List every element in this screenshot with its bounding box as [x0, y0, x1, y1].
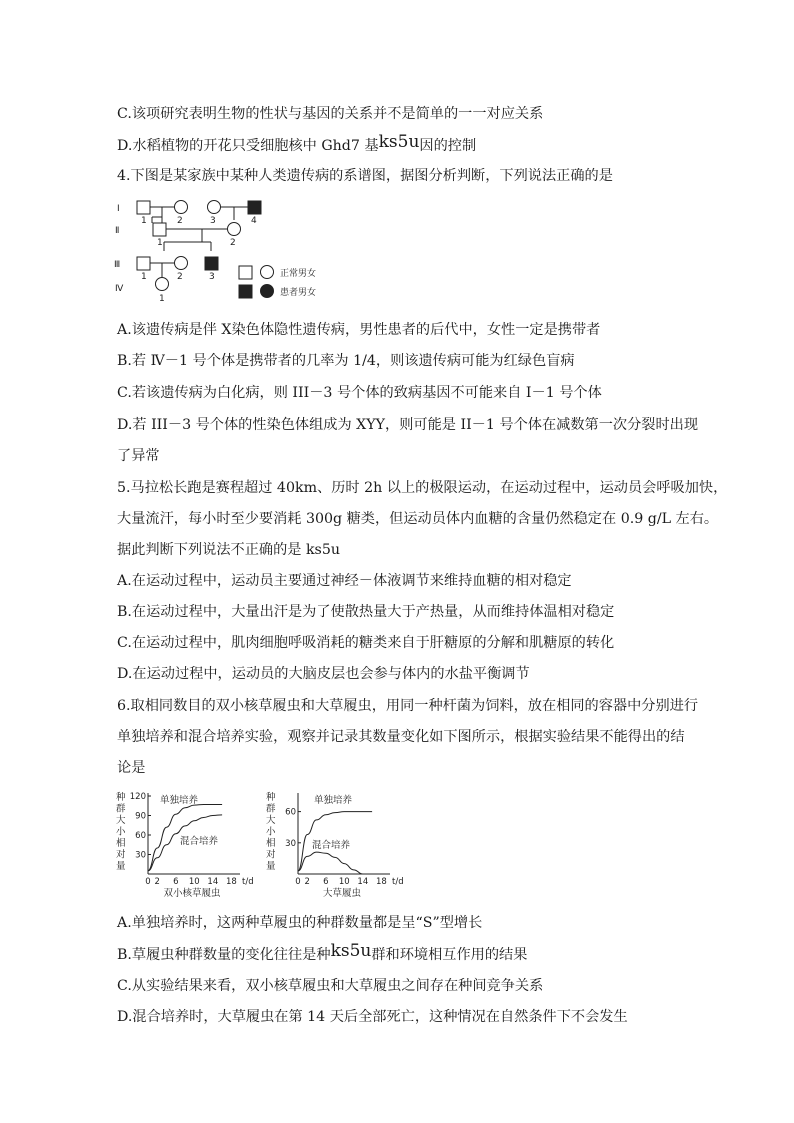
x-axis-label: t/d: [392, 877, 404, 887]
legend-affected-label: 患者男女: [280, 288, 317, 298]
option-3d-text-a: D.水稻植物的开花只受细胞核中 Ghd7 基: [117, 138, 379, 154]
option-5d: D.在运动过程中，运动员的大脑皮层也会参与体内的水盐平衡调节: [117, 666, 530, 682]
label-I-3: 3: [210, 216, 216, 226]
individual-II-1: [153, 223, 166, 236]
option-5b: B.在运动过程中，大量出汗是为了使散热量大于产热量，从而维持体温相对稳定: [117, 604, 615, 620]
x-tick-label: 14: [357, 877, 369, 887]
x-tick-label: 18: [375, 877, 387, 887]
x-tick-label: 2: [304, 877, 310, 887]
label-III-3: 3: [209, 272, 215, 282]
question-6-stem-line3: 论是: [117, 760, 146, 776]
option-4c: C.若该遗传病为白化病，则 III－3 号个体的致病基因不可能来自 I－1 号个体: [117, 385, 602, 401]
label-I-2: 2: [177, 216, 183, 226]
legend-normal-male: [239, 266, 252, 279]
y-axis-label-char: 量: [116, 861, 126, 872]
y-axis-label-char: 量: [266, 861, 276, 872]
chart-caption: 双小核草履虫: [163, 888, 221, 898]
individual-I-4: [248, 201, 261, 214]
option-3d: [117, 132, 477, 156]
label-III-1: 1: [141, 272, 147, 282]
y-axis-label-char: 种: [116, 792, 126, 803]
series-label-single: 单独培养: [314, 795, 353, 806]
y-axis-label-char: 群: [266, 803, 276, 815]
y-axis-label-char: 相: [266, 838, 276, 849]
option-4d-line2: 了异常: [117, 448, 160, 464]
x-tick-label: 0: [295, 877, 301, 887]
option-6d: D.混合培养时，大草履虫在第 14 天后全部死亡，这种情况在自然条件下不会发生: [117, 1009, 628, 1025]
option-5a: A.在运动过程中，运动员主要通过神经－体液调节来维持血糖的相对稳定: [117, 573, 572, 589]
legend-normal-label: 正常男女: [280, 269, 317, 279]
option-3c: C.该项研究表明生物的性状与基因的关系并不是简单的一一对应关系: [117, 106, 544, 122]
individual-III-1: [137, 257, 150, 270]
y-tick-label: 60: [135, 831, 146, 841]
question-5-stem-line2: 大量流汗，每小时至少要消耗 300g 糖类，但运动员体内血糖的含量仍然稳定在 0.9 g/L 左右。: [117, 511, 719, 527]
individual-IV-1: [156, 278, 169, 291]
chart-caption: 大草履虫: [322, 888, 362, 898]
y-axis-label-char: 小: [116, 826, 126, 838]
x-tick-label: 2: [154, 877, 160, 887]
pedigree-diagram: [112, 195, 342, 307]
label-I-4: 4: [251, 216, 257, 226]
legend-affected-female: [261, 285, 274, 298]
series-line-mixed: [298, 852, 363, 874]
series-label-single: 单独培养: [160, 795, 199, 806]
watermark: ks5u: [330, 941, 372, 961]
y-axis-label-char: 大: [266, 815, 276, 826]
chart-paramecium-caudatum: [262, 790, 407, 898]
option-4b: B.若 Ⅳ－1 号个体是携带者的几率为 1/4，则该遗传病可能为红绿色盲病: [117, 353, 575, 369]
label-III-2: 2: [177, 272, 183, 282]
question-4-stem: 4.下图是某家族中某种人类遗传病的系谱图，据图分析判断，下列说法正确的是: [117, 168, 613, 184]
x-tick-label: 10: [338, 877, 350, 887]
series-label-mixed: 混合培养: [312, 840, 351, 851]
option-5c: C.在运动过程中，肌肉细胞呼吸消耗的糖类来自于肝糖原的分解和肌糖原的转化: [117, 635, 615, 651]
watermark: ks5u: [378, 132, 420, 152]
y-axis-label-char: 小: [266, 826, 276, 838]
option-6c: C.从实验结果来看，双小核草履虫和大草履虫之间存在种间竞争关系: [117, 978, 544, 994]
option-6b: [117, 941, 528, 965]
option-4d-line1: D.若 III－3 号个体的性染色体组成为 XYY，则可能是 II－1 号个体在减数第一次分裂时出现: [117, 417, 699, 433]
label-I-1: 1: [141, 216, 147, 226]
option-3d-text-b: 因的控制: [419, 138, 477, 154]
generation-label-I: Ⅰ: [117, 204, 120, 214]
option-6a: A.单独培养时，这两种草履虫的种群数量都是呈“S”型增长: [117, 915, 483, 931]
y-axis-label-char: 种: [266, 792, 276, 803]
x-tick-label: 10: [188, 877, 200, 887]
individual-I-2: [175, 201, 188, 214]
generation-label-II: Ⅱ: [115, 226, 120, 236]
question-5-stem-line3: 据此判断下列说法不正确的是 ks5u: [117, 542, 340, 558]
generation-label-III: Ⅲ: [114, 260, 121, 270]
x-tick-label: 18: [225, 877, 237, 887]
question-6-stem-line1: 6.取相同数目的双小核草履虫和大草履虫，用同一种杆菌为饲料，放在相同的容器中分别进行: [117, 698, 699, 714]
x-tick-label: 6: [323, 877, 329, 887]
chart-paramecium-aurelia: [112, 790, 257, 898]
individual-III-2: [175, 257, 188, 270]
legend-normal-female: [261, 266, 274, 279]
individual-III-3: [205, 257, 218, 270]
y-tick-label: 120: [129, 792, 146, 802]
label-II-2: 2: [230, 238, 236, 248]
y-axis-label-char: 大: [116, 815, 126, 826]
individual-I-3: [208, 201, 221, 214]
x-axis-label: t/d: [242, 877, 254, 887]
y-axis-label-char: 对: [266, 849, 276, 861]
label-IV-1: 1: [159, 294, 165, 304]
series-label-mixed: 混合培养: [180, 836, 219, 847]
y-tick-label: 30: [285, 838, 296, 849]
x-tick-label: 0: [145, 877, 151, 887]
y-axis-label-char: 对: [116, 849, 126, 861]
option-4a: A.该遗传病是伴 X染色体隐性遗传病，男性患者的后代中，女性一定是携带者: [117, 322, 601, 338]
generation-label-IV: Ⅳ: [115, 284, 124, 294]
legend-affected-male: [239, 285, 252, 298]
x-tick-label: 14: [207, 877, 219, 887]
option-6b-text-b: 群和环境相互作用的结果: [371, 947, 528, 963]
option-6b-text-a: B.草履虫种群数量的变化往往是种: [117, 947, 331, 963]
y-axis-label-char: 相: [116, 838, 126, 849]
y-tick-label: 30: [135, 850, 146, 861]
x-tick-label: 6: [173, 877, 179, 887]
y-tick-label: 90: [135, 811, 146, 822]
individual-II-2: [228, 223, 241, 236]
individual-I-1: [137, 201, 150, 214]
question-5-stem-line1: 5.马拉松长跑是赛程超过 40km、历时 2h 以上的极限运动，在运动过程中，运动员会呼吸加快，: [117, 480, 728, 496]
label-II-1: 1: [157, 238, 163, 248]
question-6-stem-line2: 单独培养和混合培养实验，观察并记录其数量变化如下图所示，根据实验结果不能得出的结: [117, 729, 685, 745]
y-tick-label: 60: [285, 807, 296, 818]
y-axis-label-char: 群: [116, 803, 126, 815]
